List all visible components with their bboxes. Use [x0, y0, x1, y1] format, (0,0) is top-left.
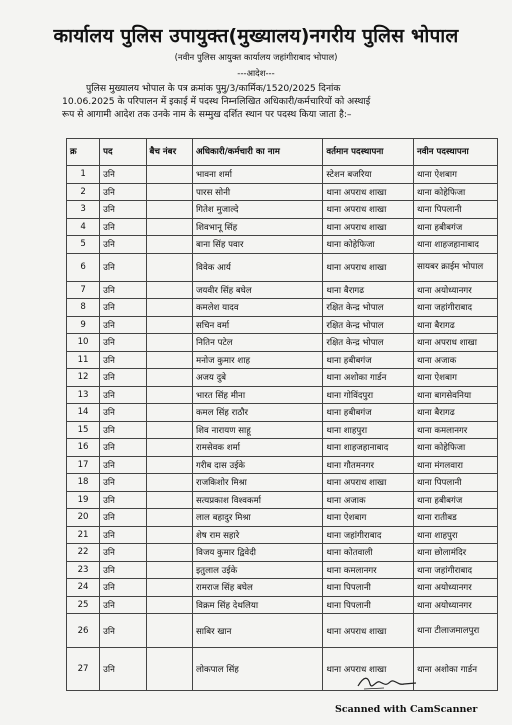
current-posting-cell: थाना अपराध शाखा: [323, 474, 414, 492]
batch-cell: [146, 281, 192, 299]
post-cell: उनि: [100, 526, 146, 544]
batch-cell: [146, 526, 192, 544]
paragraph-line: रूप से आगामी आदेश तक उनके नाम के सम्मुख दर्शित स्थान पर पदस्थ किया जाता है:–: [62, 109, 352, 120]
new-posting-cell: थाना बैरागढ: [413, 316, 497, 334]
batch-cell: [146, 236, 192, 254]
transfer-table: [66, 138, 498, 691]
new-posting-cell: थाना अपराध शाखा: [413, 334, 497, 352]
post-cell: उनि: [100, 579, 146, 597]
serial-cell: 3: [67, 201, 100, 219]
serial-cell: 10: [67, 334, 100, 352]
name-cell: रामराज सिंह बघेल: [192, 579, 322, 597]
table-row: [67, 544, 498, 562]
post-cell: उनि: [100, 281, 146, 299]
serial-cell: 5: [67, 236, 100, 254]
order-heading: ---आदेश---: [237, 69, 275, 79]
serial-cell: 22: [67, 544, 100, 562]
current-posting-cell: थाना जहांगीराबाद: [323, 526, 414, 544]
table-row: [67, 386, 498, 404]
new-posting-cell: थाना अयोध्यानगर: [413, 596, 497, 614]
post-cell: उनि: [100, 201, 146, 219]
post-cell: उनि: [100, 369, 146, 387]
name-cell: भारत सिंह मीना: [192, 386, 322, 404]
name-cell: पारस सोनी: [192, 183, 322, 201]
scanner-watermark: Scanned with CamScanner: [335, 704, 478, 715]
table-row: [67, 614, 498, 648]
current-posting-cell: थाना कमलानगर: [323, 561, 414, 579]
new-posting-cell: थाना जहांगीराबाद: [413, 299, 497, 317]
new-posting-cell: थाना मंगलवारा: [413, 456, 497, 474]
post-cell: उनि: [100, 509, 146, 527]
name-cell: शिवभानू सिंह: [192, 218, 322, 236]
name-cell: सत्यप्रकाश विश्वकर्मा: [192, 491, 322, 509]
name-cell: इतुलाल उईके: [192, 561, 322, 579]
serial-cell: 13: [67, 386, 100, 404]
post-cell: उनि: [100, 236, 146, 254]
table-row: [67, 509, 498, 527]
batch-cell: [146, 491, 192, 509]
batch-cell: [146, 386, 192, 404]
table-row: [67, 596, 498, 614]
current-posting-cell: रक्षित केन्द्र भोपाल: [323, 316, 414, 334]
post-cell: उनि: [100, 299, 146, 317]
name-cell: भावना शर्मा: [192, 166, 322, 184]
serial-cell: 15: [67, 421, 100, 439]
header-batch: बैच नंबर: [146, 139, 192, 166]
batch-cell: [146, 648, 192, 691]
table-row: [67, 474, 498, 492]
name-cell: विवेक आर्य: [192, 253, 322, 281]
table-row: [67, 201, 498, 219]
table-row: [67, 351, 498, 369]
batch-cell: [146, 166, 192, 184]
batch-cell: [146, 299, 192, 317]
table-row: [67, 218, 498, 236]
new-posting-cell: सायबर क्राईम भोपाल: [413, 253, 497, 281]
serial-cell: 2: [67, 183, 100, 201]
serial-cell: 21: [67, 526, 100, 544]
batch-cell: [146, 369, 192, 387]
serial-cell: 4: [67, 218, 100, 236]
table-row: [67, 526, 498, 544]
new-posting-cell: थाना अशोका गार्डन: [413, 648, 497, 691]
new-posting-cell: थाना अजाक: [413, 351, 497, 369]
name-cell: कमल सिंह राठौर: [192, 404, 322, 422]
new-posting-cell: थाना बैरागढ: [413, 404, 497, 422]
table-row: [67, 561, 498, 579]
paragraph-line: पुलिस मुख्यालय भोपाल के पत्र क्रमांक पुमु/3/कार्मिक/1520/2025 दिनांक: [86, 83, 341, 94]
name-cell: विजय कुमार द्विवेदी: [192, 544, 322, 562]
serial-cell: 7: [67, 281, 100, 299]
name-cell: मनोज कुमार शाह: [192, 351, 322, 369]
current-posting-cell: थाना अपराध शाखा: [323, 218, 414, 236]
new-posting-cell: थाना अयोध्यानगर: [413, 579, 497, 597]
serial-cell: 6: [67, 253, 100, 281]
office-title: कार्यालय पुलिस उपायुक्त(मुख्यालय)नगरीय पुलिस भोपाल: [53, 25, 459, 47]
batch-cell: [146, 334, 192, 352]
name-cell: गितेश मुजाल्दे: [192, 201, 322, 219]
post-cell: उनि: [100, 166, 146, 184]
post-cell: उनि: [100, 596, 146, 614]
name-cell: लाल बहादुर मिश्रा: [192, 509, 322, 527]
current-posting-cell: थाना शाहपुरा: [323, 421, 414, 439]
new-posting-cell: थाना अयोध्यानगर: [413, 281, 497, 299]
name-cell: रामसेवक शर्मा: [192, 439, 322, 457]
post-cell: उनि: [100, 421, 146, 439]
header-new-posting: नवीन पदस्थापना: [413, 139, 497, 166]
table-header-row: [67, 139, 498, 166]
batch-cell: [146, 404, 192, 422]
current-posting-cell: थाना अपराध शाखा: [323, 183, 414, 201]
serial-cell: 8: [67, 299, 100, 317]
current-posting-cell: थाना पिपलानी: [323, 596, 414, 614]
header-post: पद: [100, 139, 146, 166]
table-row: [67, 369, 498, 387]
serial-cell: 25: [67, 596, 100, 614]
table-row: [67, 456, 498, 474]
current-posting-cell: थाना कोतवाली: [323, 544, 414, 562]
serial-cell: 19: [67, 491, 100, 509]
name-cell: अजय दुबे: [192, 369, 322, 387]
current-posting-cell: रक्षित केन्द्र भोपाल: [323, 299, 414, 317]
table-row: [67, 334, 498, 352]
batch-cell: [146, 474, 192, 492]
serial-cell: 12: [67, 369, 100, 387]
new-posting-cell: थाना हबीबगंज: [413, 218, 497, 236]
batch-cell: [146, 421, 192, 439]
post-cell: उनि: [100, 614, 146, 648]
new-posting-cell: थाना बागसेवनिया: [413, 386, 497, 404]
header-current-posting: वर्तमान पदस्थापना: [323, 139, 414, 166]
post-cell: उनि: [100, 491, 146, 509]
current-posting-cell: थाना हबीबगंज: [323, 404, 414, 422]
post-cell: उनि: [100, 439, 146, 457]
table-row: [67, 316, 498, 334]
table-body: [67, 166, 498, 691]
header-serial: क्र: [67, 139, 100, 166]
serial-cell: 23: [67, 561, 100, 579]
current-posting-cell: स्टेशन बजरिया: [323, 166, 414, 184]
table-row: [67, 404, 498, 422]
office-address: (नवीन पुलिस आयुक्त कार्यालय जहांगीराबाद भोपाल): [174, 53, 338, 63]
new-posting-cell: थाना पिपलानी: [413, 474, 497, 492]
new-posting-cell: थाना हबीबगंज: [413, 491, 497, 509]
current-posting-cell: थाना गौतमनगर: [323, 456, 414, 474]
name-cell: गरीब दास उईके: [192, 456, 322, 474]
table-row: [67, 253, 498, 281]
current-posting-cell: थाना अशोका गार्डन: [323, 369, 414, 387]
post-cell: उनि: [100, 253, 146, 281]
batch-cell: [146, 456, 192, 474]
new-posting-cell: थाना शाहजहानाबाद: [413, 236, 497, 254]
name-cell: शिव नारायण साहू: [192, 421, 322, 439]
batch-cell: [146, 509, 192, 527]
current-posting-cell: थाना अपराध शाखा: [323, 253, 414, 281]
table-row: [67, 439, 498, 457]
batch-cell: [146, 439, 192, 457]
paragraph-line: 10.06.2025 के परिपालन में इकाई में पदस्थ निम्नलिखित अधिकारी/कर्मचारियों को अस्थाई: [62, 96, 371, 107]
post-cell: उनि: [100, 544, 146, 562]
serial-cell: 1: [67, 166, 100, 184]
post-cell: उनि: [100, 334, 146, 352]
serial-cell: 14: [67, 404, 100, 422]
current-posting-cell: रक्षित केन्द्र भोपाल: [323, 334, 414, 352]
new-posting-cell: थाना पिपलानी: [413, 201, 497, 219]
current-posting-cell: थाना कोहेफिजा: [323, 236, 414, 254]
table-row: [67, 281, 498, 299]
batch-cell: [146, 351, 192, 369]
new-posting-cell: थाना कोहेफिजा: [413, 439, 497, 457]
post-cell: उनि: [100, 183, 146, 201]
name-cell: राजकिशोर मिश्रा: [192, 474, 322, 492]
serial-cell: 16: [67, 439, 100, 457]
post-cell: उनि: [100, 474, 146, 492]
table-row: [67, 648, 498, 691]
new-posting-cell: थाना रातीबड: [413, 509, 497, 527]
name-cell: कमलेश यादव: [192, 299, 322, 317]
post-cell: उनि: [100, 561, 146, 579]
name-cell: साबिर खान: [192, 614, 322, 648]
new-posting-cell: थाना कोहेफिजा: [413, 183, 497, 201]
batch-cell: [146, 544, 192, 562]
current-posting-cell: थाना ऐशबाग: [323, 509, 414, 527]
post-cell: उनि: [100, 351, 146, 369]
current-posting-cell: थाना गोविंदपुरा: [323, 386, 414, 404]
name-cell: शेष राम सहारे: [192, 526, 322, 544]
batch-cell: [146, 561, 192, 579]
serial-cell: 27: [67, 648, 100, 691]
current-posting-cell: थाना अपराध शाखा: [323, 648, 414, 691]
current-posting-cell: थाना अजाक: [323, 491, 414, 509]
serial-cell: 20: [67, 509, 100, 527]
signature: [354, 672, 424, 694]
new-posting-cell: थाना शाहपुरा: [413, 526, 497, 544]
current-posting-cell: थाना शाहजहानाबाद: [323, 439, 414, 457]
new-posting-cell: थाना ऐशबाग: [413, 369, 497, 387]
post-cell: उनि: [100, 404, 146, 422]
table-row: [67, 579, 498, 597]
new-posting-cell: थाना जहांगीराबाद: [413, 561, 497, 579]
current-posting-cell: थाना हबीबगंज: [323, 351, 414, 369]
table-row: [67, 299, 498, 317]
current-posting-cell: थाना अपराध शाखा: [323, 201, 414, 219]
current-posting-cell: थाना अपराध शाखा: [323, 614, 414, 648]
new-posting-cell: थाना टीलाजमालपुरा: [413, 614, 497, 648]
name-cell: नितिन पटेल: [192, 334, 322, 352]
batch-cell: [146, 253, 192, 281]
batch-cell: [146, 614, 192, 648]
serial-cell: 17: [67, 456, 100, 474]
order-paragraph: [62, 82, 486, 121]
table-row: [67, 183, 498, 201]
current-posting-cell: थाना बैरागढ: [323, 281, 414, 299]
batch-cell: [146, 218, 192, 236]
new-posting-cell: थाना छोलामंदिर: [413, 544, 497, 562]
batch-cell: [146, 183, 192, 201]
name-cell: बाना सिंह पवार: [192, 236, 322, 254]
new-posting-cell: थाना कमलानगर: [413, 421, 497, 439]
serial-cell: 18: [67, 474, 100, 492]
table-row: [67, 166, 498, 184]
post-cell: उनि: [100, 386, 146, 404]
serial-cell: 26: [67, 614, 100, 648]
table-row: [67, 421, 498, 439]
name-cell: लोकपाल सिंह: [192, 648, 322, 691]
post-cell: उनि: [100, 456, 146, 474]
serial-cell: 9: [67, 316, 100, 334]
table-row: [67, 236, 498, 254]
serial-cell: 11: [67, 351, 100, 369]
name-cell: विक्रम सिंह देथलिया: [192, 596, 322, 614]
name-cell: सचिन वर्मा: [192, 316, 322, 334]
table-row: [67, 491, 498, 509]
batch-cell: [146, 596, 192, 614]
serial-cell: 24: [67, 579, 100, 597]
post-cell: उनि: [100, 218, 146, 236]
header-name: अधिकारी/कर्मचारी का नाम: [192, 139, 322, 166]
new-posting-cell: थाना ऐशबाग: [413, 166, 497, 184]
post-cell: उनि: [100, 648, 146, 691]
batch-cell: [146, 316, 192, 334]
batch-cell: [146, 201, 192, 219]
batch-cell: [146, 579, 192, 597]
name-cell: जयवीर सिंह बघेल: [192, 281, 322, 299]
post-cell: उनि: [100, 316, 146, 334]
current-posting-cell: थाना पिपलानी: [323, 579, 414, 597]
